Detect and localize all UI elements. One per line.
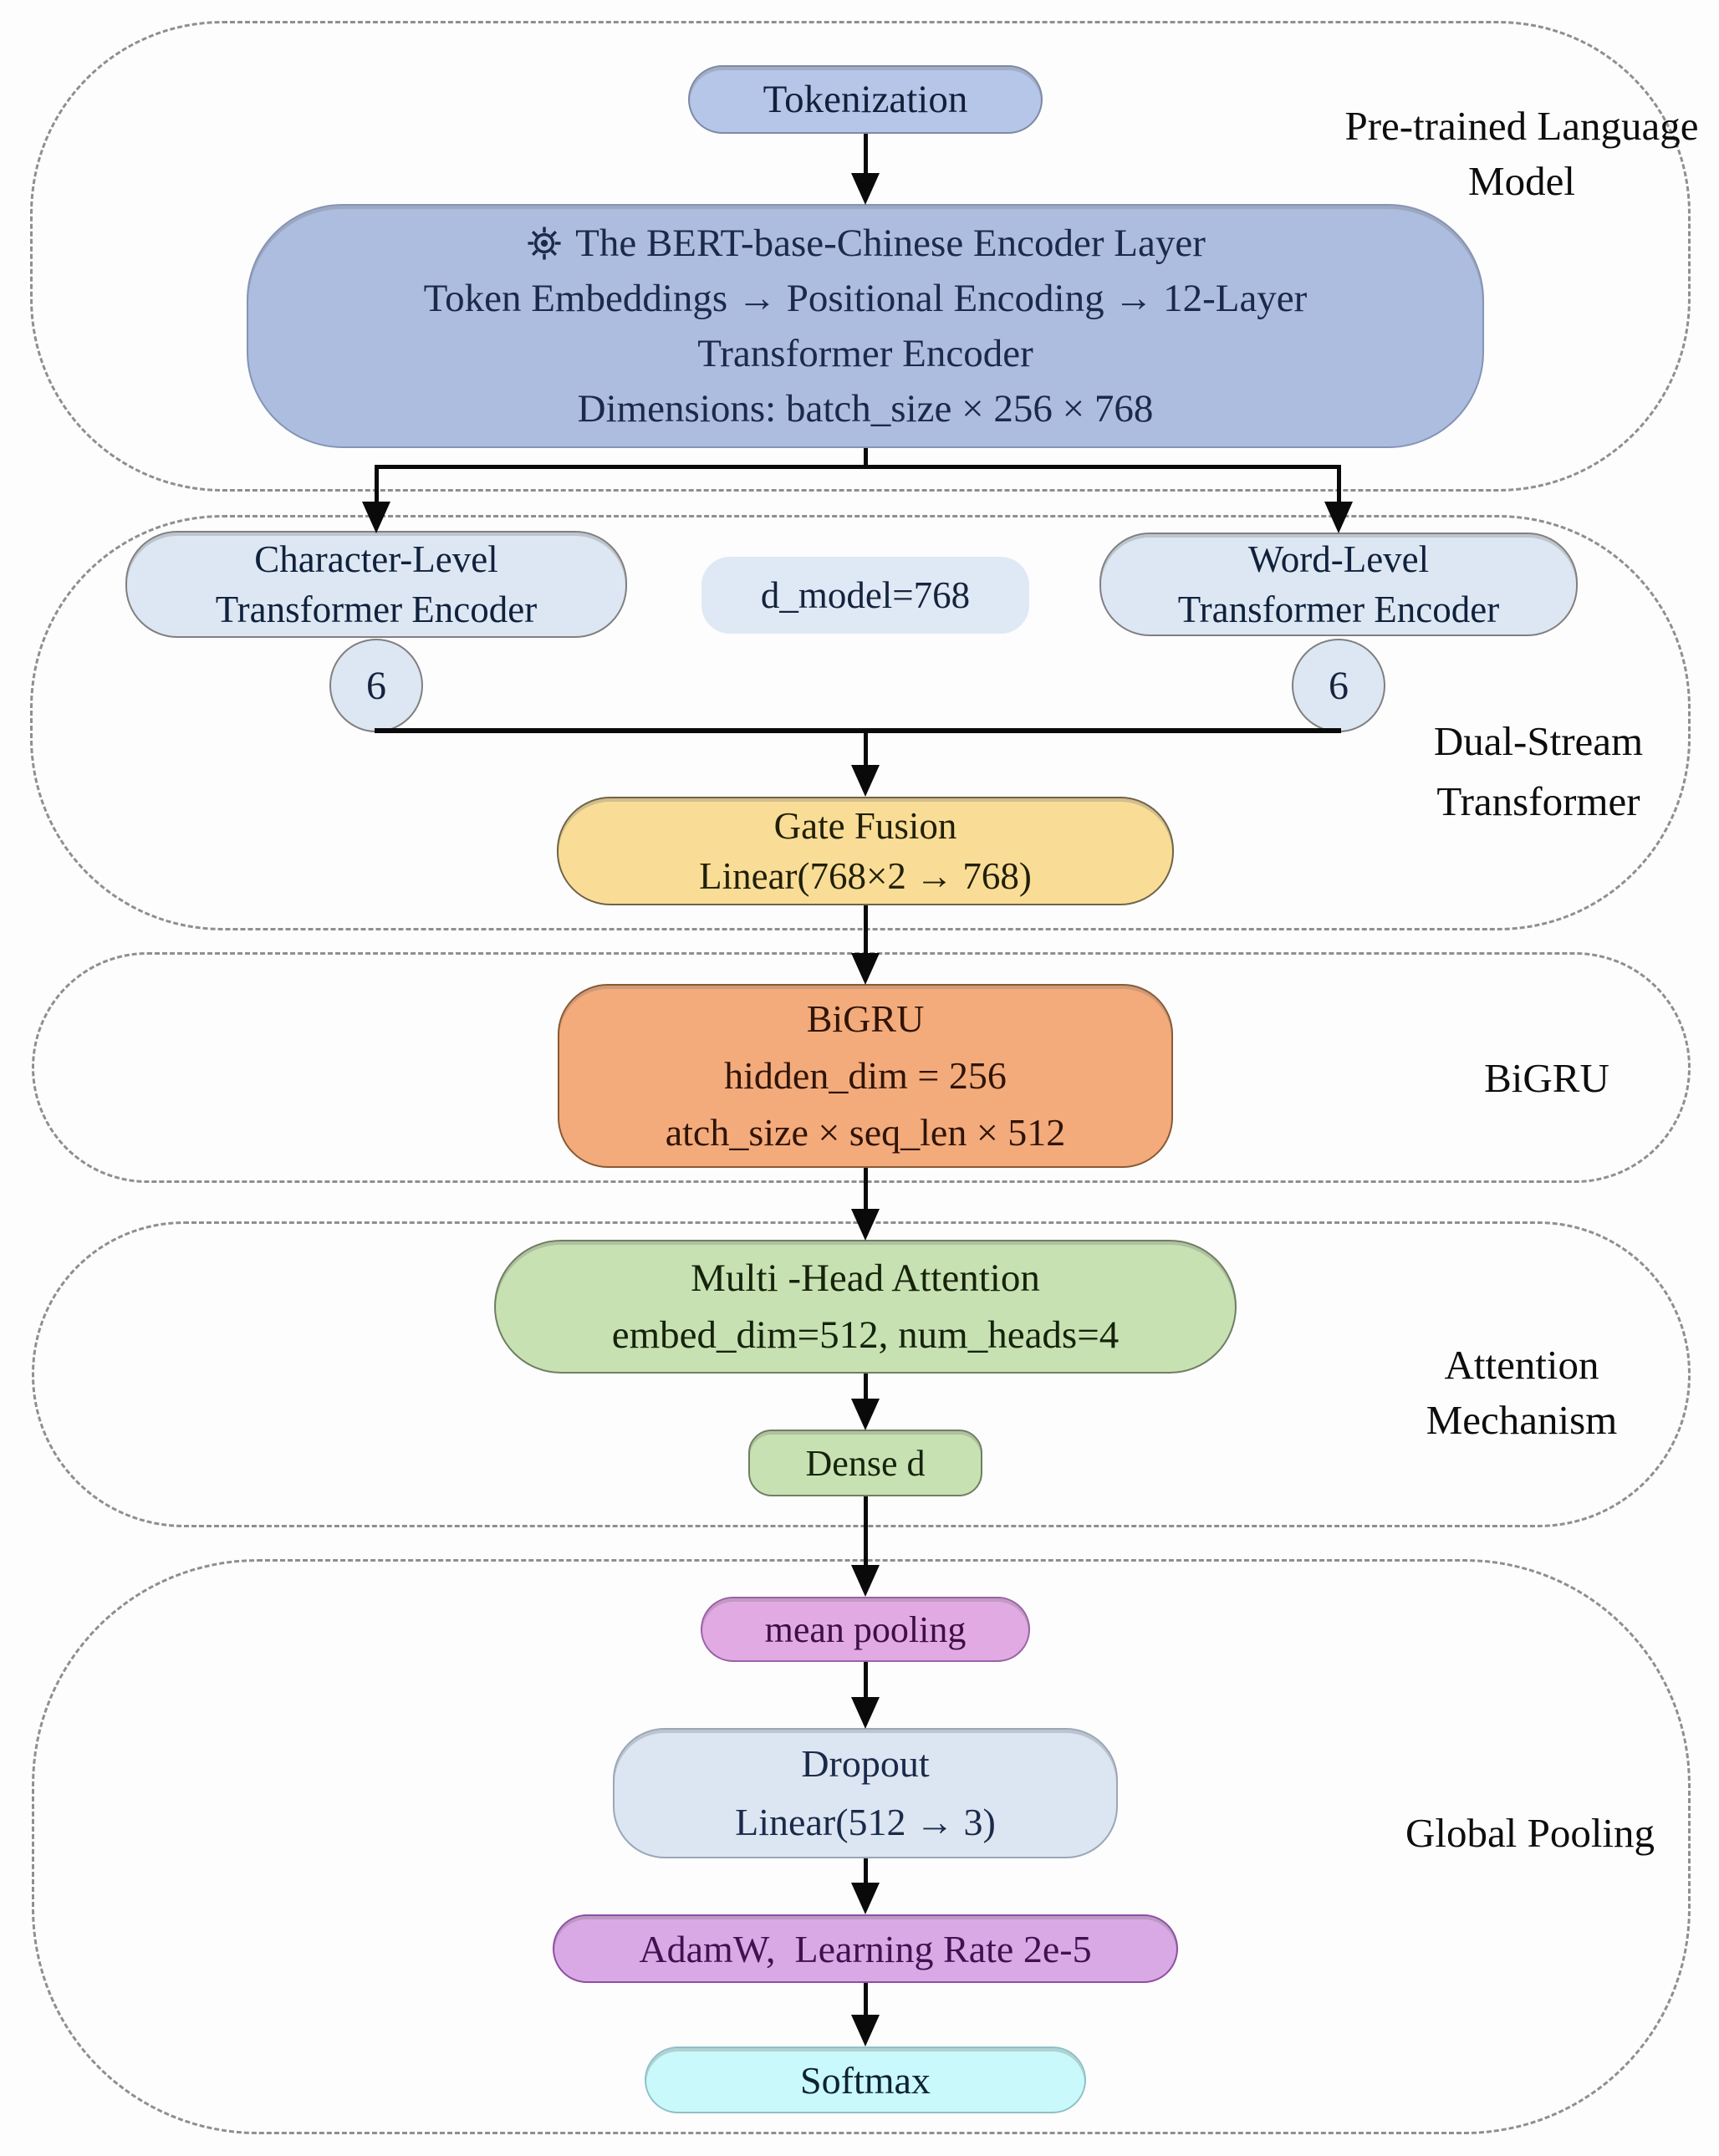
arrow-mean-to-dropout <box>864 1662 868 1699</box>
bert-line-4: Dimensions: batch_size × 256 × 768 <box>577 387 1154 431</box>
bert-line-1 <box>525 216 1206 271</box>
arrow-merge-to-gate <box>864 731 868 766</box>
gate-fusion-line: Gate Fusion <box>773 805 957 847</box>
dropout-line: Dropout <box>801 1742 930 1785</box>
gate-fusion-line: Linear(768×2 → 768) <box>699 855 1032 897</box>
dense-label: Dense d <box>805 1442 926 1484</box>
arrowhead <box>851 1697 880 1729</box>
arrow-bigru-to-mha <box>864 1168 868 1210</box>
arrow-to-word-encoder <box>1337 465 1341 503</box>
label-attention-mechanism <box>1363 1338 1681 1448</box>
label-global-pooling <box>1371 1802 1689 1864</box>
label-line: Dual-Stream <box>1433 718 1644 764</box>
gear-icon <box>525 224 564 262</box>
bigru-line: BiGRU <box>806 997 925 1040</box>
label-bigru <box>1421 1052 1672 1105</box>
mha-line: embed_dim=512, num_heads=4 <box>611 1313 1120 1357</box>
tokenization-node <box>688 65 1043 134</box>
word-encoder-line: Transformer Encoder <box>1177 589 1500 630</box>
bigru-line: hidden_dim = 256 <box>724 1054 1007 1097</box>
arrow-mha-to-dense <box>864 1374 868 1400</box>
arrowhead <box>851 1883 880 1914</box>
label-line: Pooling <box>1527 1810 1655 1856</box>
label-line: Global <box>1405 1810 1518 1856</box>
char-encoder-layer-count <box>329 639 423 732</box>
arrowhead <box>851 173 880 205</box>
mean-pooling-label: mean pooling <box>764 1608 967 1650</box>
multi-head-attention-node <box>494 1240 1237 1374</box>
mha-line: Multi -Head Attention <box>691 1256 1040 1300</box>
label-line: Language Model <box>1468 103 1699 204</box>
arrow-adamw-to-softmax <box>864 1983 868 2016</box>
bert-title: The BERT-base-Chinese Encoder Layer <box>575 222 1206 265</box>
layer-count-label: 6 <box>366 663 386 708</box>
label-line: Pre-trained <box>1344 103 1528 149</box>
label-line: Mechanism <box>1426 1397 1618 1443</box>
bigru-node <box>558 984 1173 1168</box>
character-level-encoder-node <box>125 531 627 638</box>
word-level-encoder-node <box>1099 533 1578 636</box>
label-line: Transformer <box>1436 778 1640 824</box>
arrowhead <box>851 1399 880 1430</box>
branch-stem <box>864 448 868 466</box>
arrow-tokenization-to-bert <box>864 134 868 174</box>
dropout-line: Linear(512 → 3) <box>735 1801 996 1843</box>
arrow-dense-to-mean-pooling <box>864 1496 868 1567</box>
arrowhead <box>851 1209 880 1241</box>
arrowhead <box>362 502 390 533</box>
char-encoder-line: Character-Level <box>254 538 498 580</box>
bigru-line: atch_size × seq_len × 512 <box>665 1111 1066 1154</box>
label-line: Attention <box>1444 1342 1599 1388</box>
merge-horizontal <box>375 728 1341 733</box>
word-encoder-line: Word-Level <box>1247 538 1430 580</box>
arrow-dropout-to-adamw <box>864 1858 868 1884</box>
arrow-gate-to-bigru <box>864 905 868 954</box>
arrowhead <box>851 765 880 797</box>
arrowhead <box>851 953 880 985</box>
branch-horizontal <box>375 465 1341 469</box>
arrowhead <box>851 1565 880 1597</box>
arrowhead <box>1324 502 1353 533</box>
d-model-label: d_model=768 <box>760 574 971 616</box>
dropout-linear-node <box>613 1728 1118 1858</box>
char-encoder-line: Transformer Encoder <box>215 589 538 630</box>
dense-node <box>748 1430 982 1496</box>
d-model-badge <box>701 557 1029 634</box>
layer-count-label: 6 <box>1329 663 1349 708</box>
bert-encoder-node <box>247 204 1484 448</box>
bert-line-2: Token Embeddings → Positional Encoding → 12-Layer <box>423 277 1308 320</box>
arrowhead <box>851 2015 880 2046</box>
gate-fusion-node <box>557 797 1174 905</box>
adamw-label: AdamW, Learning Rate 2e-5 <box>639 1927 1092 1970</box>
bert-line-3: Transformer Encoder <box>697 332 1033 375</box>
label-dual-stream-transformer <box>1380 711 1697 832</box>
label-pretrained-language-model <box>1338 99 1706 209</box>
label-line: BiGRU <box>1484 1055 1609 1101</box>
mean-pooling-node <box>701 1597 1030 1662</box>
tokenization-label: Tokenization <box>763 78 968 121</box>
adamw-optimizer-node <box>553 1914 1178 1983</box>
softmax-label: Softmax <box>800 2058 931 2102</box>
word-encoder-layer-count <box>1292 639 1385 732</box>
softmax-node <box>645 2046 1086 2113</box>
arrow-to-char-encoder <box>375 465 379 503</box>
